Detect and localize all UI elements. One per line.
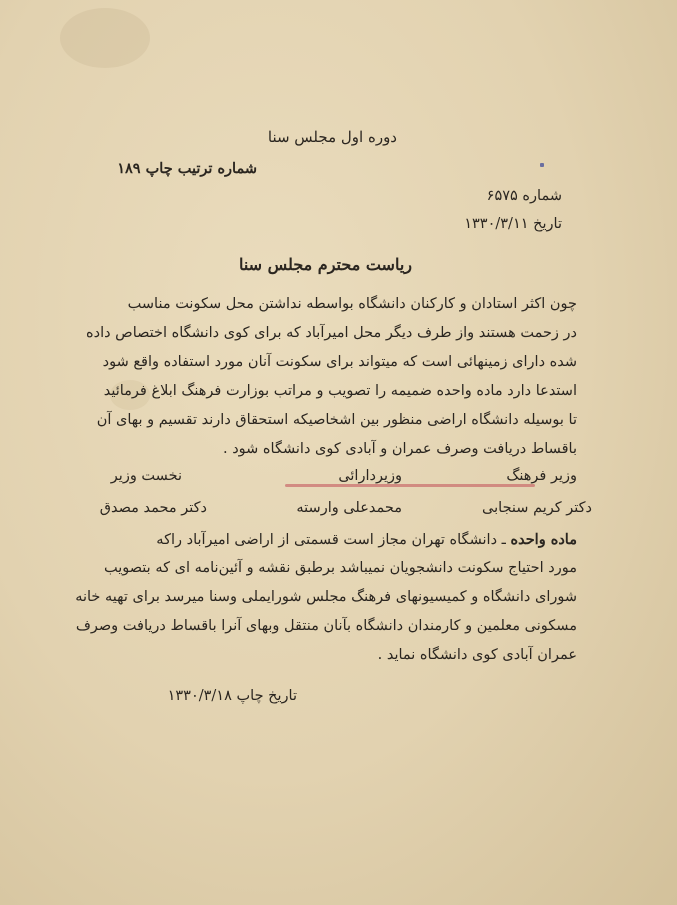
body-line: شده دارای زمینهائی است که میتواند برای سکونت آنان مورد استفاده واقع شود: [102, 354, 577, 370]
paper-stain: [60, 8, 150, 68]
letter-addressee: ریاست محترم مجلس سنا: [238, 255, 412, 274]
title-minister-culture: وزیر فرهنگ: [506, 468, 577, 484]
title-minister-finance: وزیردارائی: [338, 468, 402, 484]
session-heading: دوره اول مجلس سنا: [267, 128, 397, 146]
letter-body: [57, 290, 577, 464]
article-line: شورای دانشگاه و کمیسیونهای فرهنگ مجلس شورایملی وسنا میرسد برای تهیه خانه: [75, 589, 577, 605]
name-prime-minister: دکتر محمد مصدق: [99, 500, 207, 516]
body-line: در زحمت هستند واز طرف دیگر محل امیرآباد که برای کوی دانشگاه اختصاص داده: [86, 325, 577, 341]
single-article: [57, 525, 577, 670]
article-line: مسکونی معلمین و کارمندان دانشگاه بآنان منتقل وبهای آنرا باقساط دریافت وصرف: [75, 618, 577, 634]
ink-mark: [540, 163, 544, 167]
name-minister-finance: محمدعلی وارسته: [296, 500, 402, 516]
red-pencil-underline: [285, 484, 535, 487]
body-line: چون اکثر استادان و کارکنان دانشگاه بواسطه نداشتن محل سکونت مناسب: [127, 296, 577, 312]
article-text: ـ دانشگاه تهران مجاز است قسمتی از اراضی امیرآباد راکه: [156, 532, 506, 548]
article-line: مورد احتیاج سکونت دانشجویان نمیباشد برطبق نقشه و آئین‌نامه ای که بتصویب: [103, 560, 577, 576]
title-prime-minister: نخست وزیر: [110, 468, 182, 484]
body-line: استدعا دارد ماده واحده ضمیمه را تصویب و مراتب بوزارت فرهنگ ابلاغ فرمائید: [103, 383, 577, 399]
article-line: [57, 525, 577, 554]
print-date: تاریخ چاپ ۱۳۳۰/۳/۱۸: [167, 688, 297, 704]
body-line: تا بوسیله دانشگاه اراضی منظور بین اشخاصیکه استحقاق دارند تقسیم و بهای آن: [96, 412, 577, 428]
article-line: عمران آبادی کوی دانشگاه نماید .: [377, 647, 577, 663]
name-minister-culture: دکتر کریم سنجابی: [482, 500, 592, 516]
body-line: باقساط دریافت وصرف عمران و آبادی کوی دانشگاه شود .: [223, 441, 577, 457]
article-heading: ماده واحده: [510, 531, 577, 548]
letter-date: تاریخ ۱۳۳۰/۳/۱۱: [464, 216, 562, 232]
letter-number: شماره ۶۵۷۵: [486, 188, 562, 204]
print-order-number: شماره ترتیب چاپ ۱۸۹: [117, 160, 257, 177]
